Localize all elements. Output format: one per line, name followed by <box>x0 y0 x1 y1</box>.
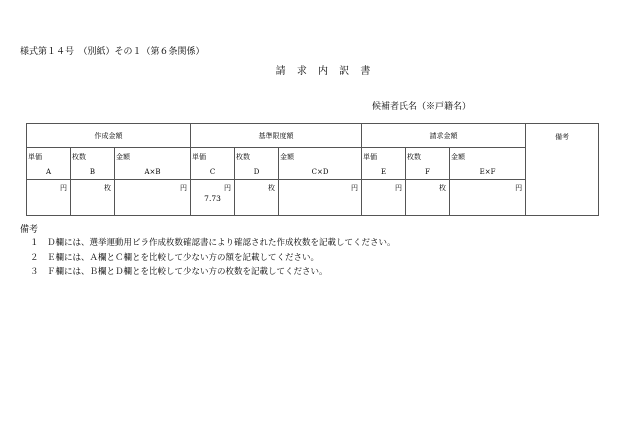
sub-header-label: 金額 <box>451 153 466 161</box>
standard-unit-price-value: 7.73 <box>204 194 221 203</box>
sub-header-key: F <box>425 168 430 176</box>
sub-header-cell <box>450 148 526 180</box>
sub-header-key: C×D <box>311 168 329 176</box>
unit-label: 円 <box>515 184 523 192</box>
sub-header-key: E <box>380 168 387 176</box>
unit-label: 円 <box>224 184 232 192</box>
note-item: ３ Ｆ欄には、Ｂ欄とＤ欄とを比較して少ない方の枚数を記載してください。 <box>30 267 328 277</box>
sub-header-key: B <box>89 168 96 176</box>
sub-header-key: A <box>45 168 52 176</box>
form-number-label: 様式第１４号 （別紙）その１（第６条関係） <box>20 47 205 57</box>
sub-header-cell <box>406 148 450 180</box>
sub-header-cell <box>362 148 406 180</box>
header-production-amount: 作成金額 <box>27 124 191 148</box>
count-f-cell <box>406 180 450 216</box>
header-claim-amount: 請求金額 <box>362 124 526 148</box>
amount-ef-cell <box>450 180 526 216</box>
notes-title: 備考 <box>20 225 39 235</box>
amount-cd-cell <box>279 180 362 216</box>
sub-header-label: 単価 <box>28 153 42 161</box>
unit-label: 円 <box>60 184 67 192</box>
group-header-row <box>27 124 599 148</box>
sub-header-cell <box>27 148 71 180</box>
candidate-name-label: 候補者氏名（※戸籍名） <box>372 102 472 112</box>
sub-header-label: 枚数 <box>72 153 86 161</box>
sub-header-key: E×F <box>479 168 496 176</box>
unit-price-e-cell <box>362 180 406 216</box>
unit-label: 円 <box>180 184 188 192</box>
sub-header-cell <box>235 148 279 180</box>
count-d-cell <box>235 180 279 216</box>
sub-header-label: 金額 <box>116 153 130 161</box>
sub-header-label: 単価 <box>363 153 378 161</box>
header-standard-limit: 基準限度額 <box>191 124 362 148</box>
header-remarks: 備考 <box>526 124 599 216</box>
unit-label: 円 <box>351 184 359 192</box>
claim-breakdown-table <box>26 123 599 216</box>
sub-header-key: D <box>253 168 260 176</box>
unit-label: 枚 <box>104 184 111 192</box>
value-row <box>27 180 599 216</box>
sub-header-key: A×B <box>144 168 161 176</box>
sub-header-cell <box>115 148 191 180</box>
unit-label: 円 <box>395 184 403 192</box>
sub-header-label: 金額 <box>280 153 295 161</box>
amount-ab-cell <box>115 180 191 216</box>
unit-price-c-cell <box>191 180 235 216</box>
sub-header-cell <box>279 148 362 180</box>
unit-label: 枚 <box>439 184 447 192</box>
sub-header-cell <box>191 148 235 180</box>
sub-header-row <box>27 148 599 180</box>
sub-header-cell <box>71 148 115 180</box>
unit-price-a-cell <box>27 180 71 216</box>
note-item: ２ Ｅ欄には、Ａ欄とＣ欄とを比較して少ない方の額を記載してください。 <box>30 253 320 263</box>
note-item: １ Ｄ欄には、選挙運動用ビラ作成枚数確認書により確認された作成枚数を記載してください。 <box>30 238 396 248</box>
count-b-cell <box>71 180 115 216</box>
document-title: 請 求 内 訳 書 <box>275 66 375 77</box>
sub-header-label: 単価 <box>192 153 207 161</box>
sub-header-label: 枚数 <box>236 153 251 161</box>
unit-label: 枚 <box>268 184 276 192</box>
sub-header-label: 枚数 <box>407 153 422 161</box>
sub-header-key: C <box>209 168 216 176</box>
